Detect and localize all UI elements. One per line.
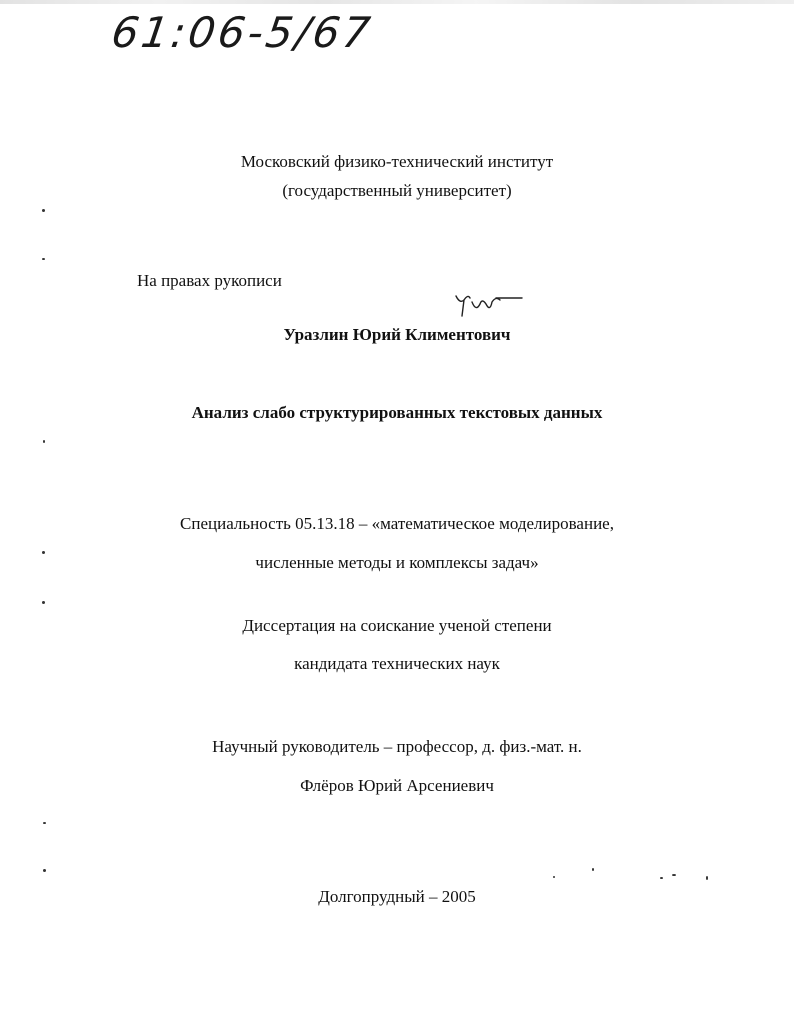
scan-speck <box>592 868 594 871</box>
rights-note: На правах рукописи <box>137 271 282 290</box>
scan-speck <box>672 874 676 876</box>
degree-line-2: кандидата технических наук <box>294 654 500 673</box>
signature-mark <box>452 290 524 320</box>
institution-line-2: (государственный университет) <box>282 181 512 200</box>
scan-speck <box>42 551 45 554</box>
scan-speck <box>43 440 45 443</box>
scan-speck <box>706 876 708 880</box>
place-year: Долгопрудный – 2005 <box>318 887 476 906</box>
scan-speck <box>42 258 45 260</box>
scan-speck <box>43 869 46 872</box>
scan-speck <box>553 876 555 878</box>
supervisor-line-1: Научный руководитель – профессор, д. физ.-мат. н. <box>212 737 582 756</box>
institution-line-1: Московский физико-технический институт <box>240 152 554 171</box>
scan-speck <box>42 601 45 604</box>
scan-edge <box>0 0 794 4</box>
specialty-line-2: численные методы и комплексы задач» <box>255 553 539 572</box>
author-name: Уразлин Юрий Климентович <box>283 325 511 344</box>
supervisor-line-2: Флёров Юрий Арсениевич <box>300 776 494 795</box>
scan-speck <box>42 209 45 212</box>
scan-speck <box>43 822 46 824</box>
scan-speck <box>660 877 663 879</box>
dissertation-title: Анализ слабо структурированных текстовых данных <box>191 403 603 422</box>
specialty-line-1: Специальность 05.13.18 – «математическое моделирование, <box>180 514 614 533</box>
degree-line-1: Диссертация на соискание ученой степени <box>242 616 552 635</box>
handwritten-archive-mark: 61:06-5/67 <box>108 8 376 57</box>
